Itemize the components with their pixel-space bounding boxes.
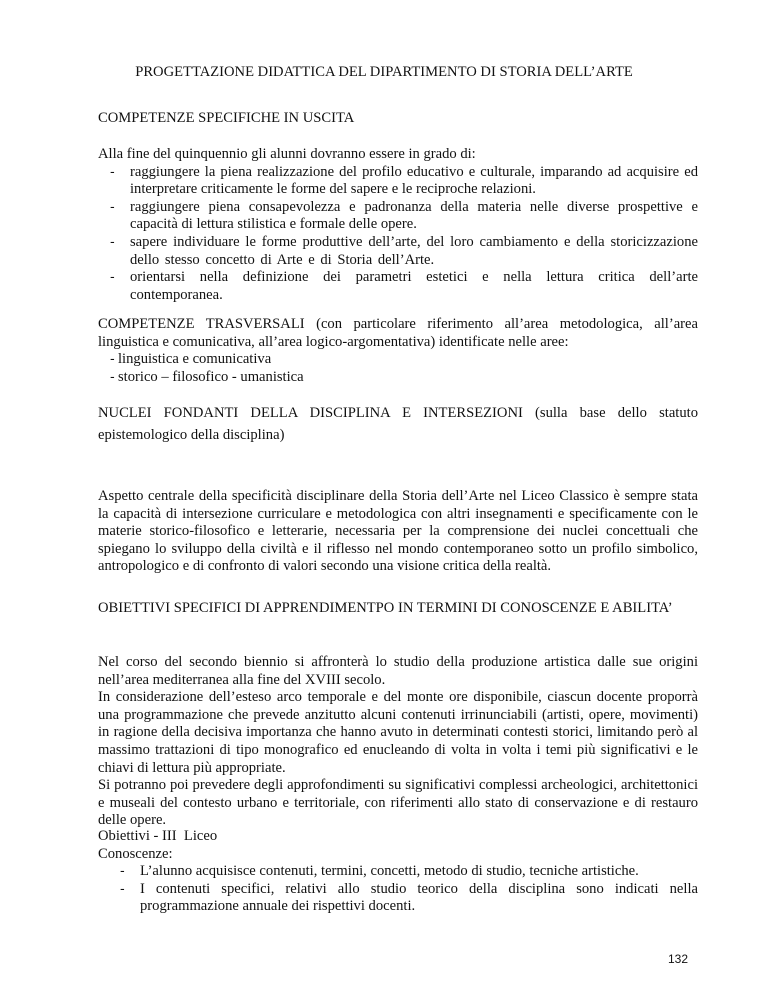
competenze-trasversali-text: COMPETENZE TRASVERSALI (con particolare riferimento all’area metodologica, all’area linguistica e comunicativa, all’area logico-argomentativa) identificate nelle aree: [98, 316, 698, 350]
conoscenze-label: Conoscenze: [98, 845, 173, 862]
obiettivi-iii-heading: Obiettivi - III Liceo [98, 828, 218, 844]
list-item: - I contenuti specifici, relativi allo studio teorico della disciplina sono indicati nella programmazione annuale dei rispettivi docenti. [98, 881, 698, 916]
obiettivi-block [98, 654, 698, 830]
section-heading-obiettivi: OBIETTIVI SPECIFICI DI APPRENDIMENTPO IN TERMINI DI CONOSCENZE E ABILITA’ [98, 600, 673, 616]
list-item: - raggiungere la piena realizzazione del profilo educativo e culturale, imparando ad acquisire ed interpretare criticamente le forme del sapere e le reciproche relazioni. [98, 164, 698, 199]
conoscenze-list [98, 863, 698, 916]
competenze-intro: Alla fine del quinquennio gli alunni dovranno essere in grado di: [98, 146, 476, 162]
list-item: - L’alunno acquisisce contenuti, termini, concetti, metodo di studio, tecniche artistiche. [98, 863, 698, 881]
competenze-specifiche-block [98, 146, 698, 304]
obiettivi-paragraph-3: Si potranno poi prevedere degli approfondimenti su significativi complessi archeologici, architettonici e museali del contesto urbano e territoriale, con riferimenti allo stato di conservazione e di restauro delle opere. [98, 777, 698, 829]
competenze-trasversali-block [98, 316, 698, 386]
nuclei-paragraph: Aspetto centrale della specificità disciplinare della Storia dell’Arte nel Liceo Classico è sempre stata la capacità di intersezione curriculare e metodologica con altri insegnamenti e specificamente con le materie storico-filosofico e letterarie, necessaria per la comprensione dei nuclei concettuali che spiegano lo sviluppo della civiltà e il riflesso nel mondo contemporaneo sotto un profilo simbolico, antropologico e di confronto di valori secondo una visione critica della realtà. [98, 488, 698, 575]
document-title: PROGETTAZIONE DIDATTICA DEL DIPARTIMENTO DI STORIA DELL’ARTE [135, 64, 633, 80]
list-item: - raggiungere piena consapevolezza e padronanza della materia nelle diverse prospettive e capacità di lettura stilistica e formale delle opere. [98, 199, 698, 234]
list-item: - storico – filosofico - umanistica [98, 369, 698, 387]
list-item: - orientarsi nella definizione dei parametri estetici e nella lettura critica dell’arte contemporanea. [98, 269, 698, 304]
obiettivi-paragraph-2: In considerazione dell’esteso arco temporale e del monte ore disponibile, ciascun docente proporrà una programmazione che prevede anzitutto alcuni contenuti irrinunciabili (artisti, opere, movimenti) in ragione della decisiva importanza che hanno avuto in determinati contesti storici, limitando però al massimo trattazioni di tipo monografico ed enucleando di volta in volta i temi più significativi e le chiavi di lettura più appropriate. [98, 689, 698, 776]
section-heading-nuclei: NUCLEI FONDANTI DELLA DISCIPLINA E INTERSEZIONI (sulla base dello statuto epistemologico della disciplina) [98, 405, 698, 443]
obiettivi-paragraph-1: Nel corso del secondo biennio si affronterà lo studio della produzione artistica dalle sue origini nell’area mediterranea alla fine del XVIII secolo. [98, 654, 698, 688]
competenze-trasversali-list [98, 351, 698, 386]
page-number: 132 [667, 952, 688, 966]
list-item: - sapere individuare le forme produttive dell’arte, del loro cambiamento e della storicizzazione dello stesso concetto di Arte e di Storia dell’Arte. [98, 234, 698, 269]
obiettivi-iii-block [98, 828, 698, 916]
competenze-list [98, 164, 698, 305]
list-item: - linguistica e comunicativa [98, 351, 698, 369]
section-heading-competenze-specifiche: COMPETENZE SPECIFICHE IN USCITA [98, 110, 355, 126]
